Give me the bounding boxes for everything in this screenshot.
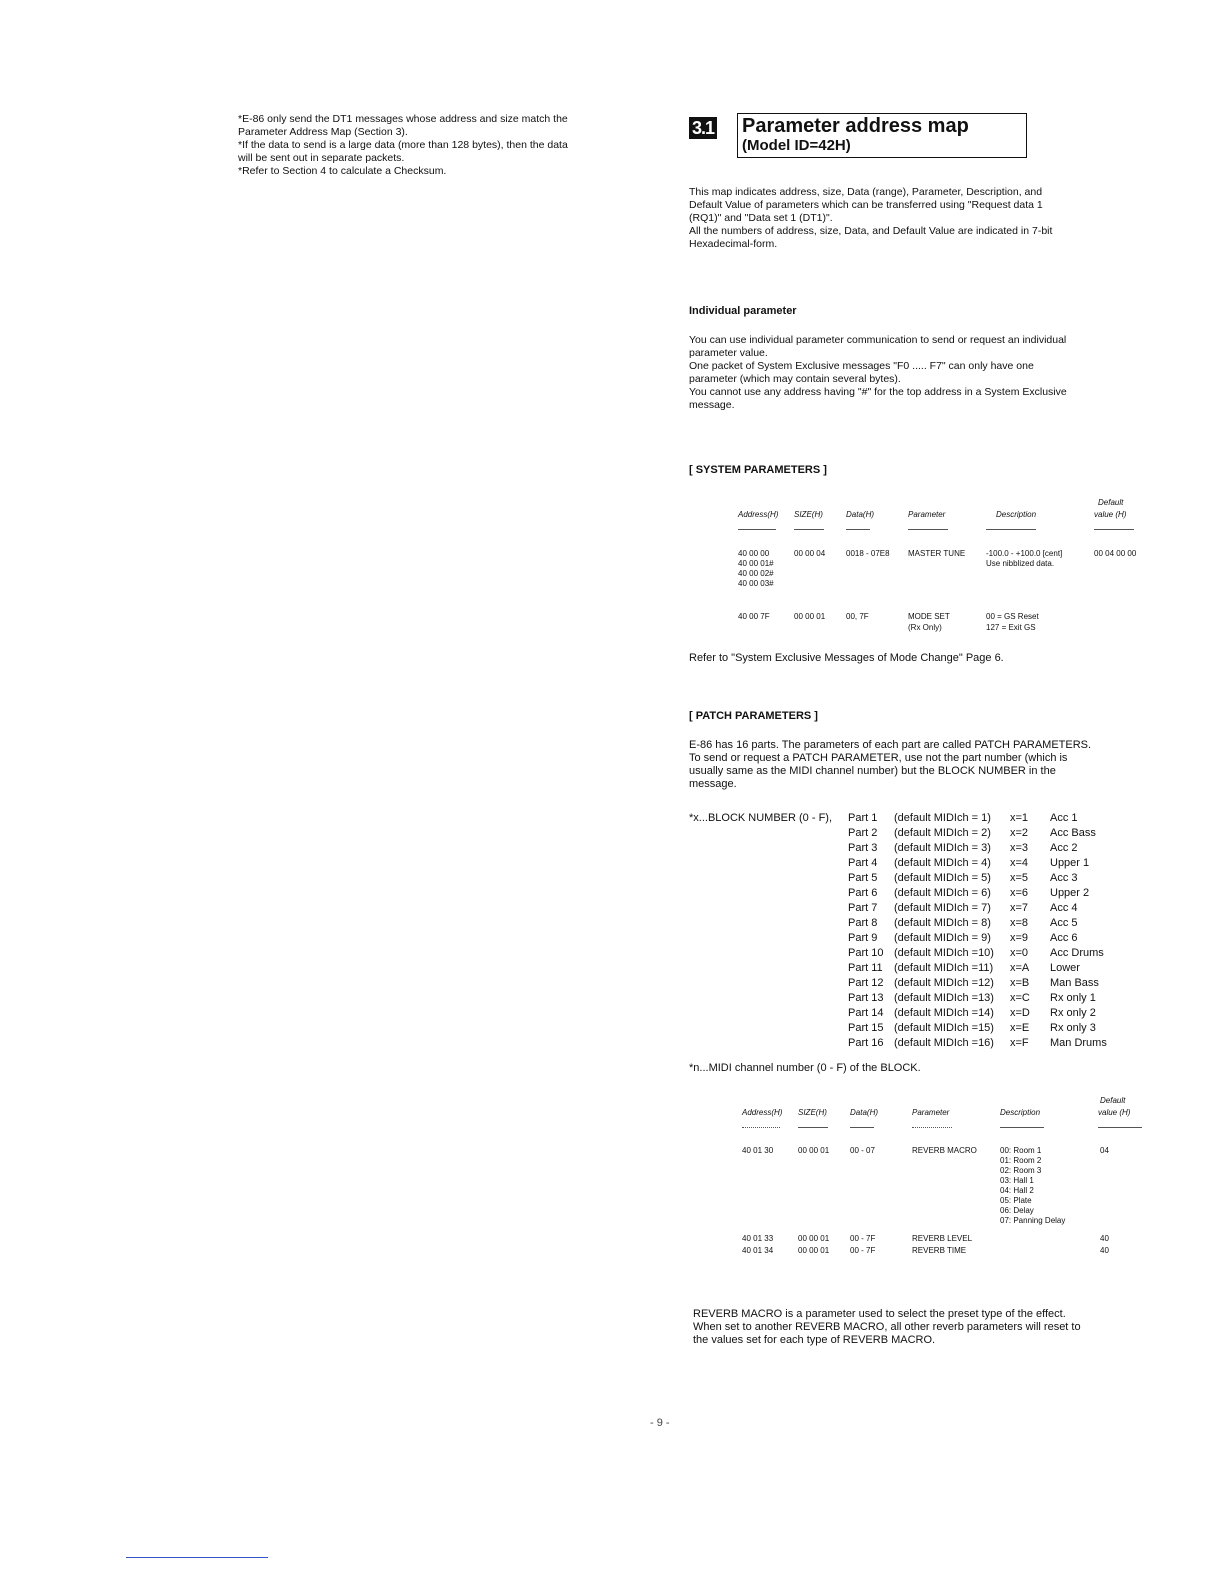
part-midi: (default MIDIch =16) <box>894 1037 994 1049</box>
cell-address: 40 00 7F <box>738 612 770 621</box>
part-x: x=A <box>1010 962 1030 974</box>
individual-line: parameter (which may contain several bytes). <box>689 373 901 385</box>
part-name: Acc 5 <box>1050 917 1078 929</box>
patch-heading: [ PATCH PARAMETERS ] <box>689 710 818 722</box>
cell-parameter: MASTER TUNE <box>908 549 966 558</box>
part-label: Part 9 <box>848 932 878 944</box>
part-x: x=6 <box>1010 887 1029 899</box>
cell-description: 04: Hall 2 <box>1000 1186 1034 1195</box>
header-rule <box>738 529 776 530</box>
part-x: x=2 <box>1010 827 1029 839</box>
part-midi: (default MIDIch = 5) <box>894 872 991 884</box>
header-rule <box>1094 529 1134 530</box>
individual-line: One packet of System Exclusive messages "F0 ..... F7" can only have one <box>689 360 1034 372</box>
cell-default: 04 <box>1100 1146 1109 1155</box>
part-label: Part 3 <box>848 842 878 854</box>
part-name: Acc Bass <box>1050 827 1096 839</box>
col-header-data: Data(H) <box>846 510 875 519</box>
part-label: Part 6 <box>848 887 878 899</box>
cell-address: 40 01 34 <box>742 1246 774 1255</box>
part-label: Part 14 <box>848 1007 884 1019</box>
cell-default: 40 <box>1100 1246 1109 1255</box>
part-midi: (default MIDIch = 1) <box>894 812 991 824</box>
part-name: Rx only 3 <box>1050 1022 1096 1034</box>
part-label: Part 11 <box>848 962 883 974</box>
part-name: Man Drums <box>1050 1037 1107 1049</box>
section-title-box <box>737 113 1027 158</box>
patch-table <box>742 1094 1142 1274</box>
part-midi: (default MIDIch =10) <box>894 947 994 959</box>
col-header-description: Description <box>1000 1108 1041 1117</box>
col-header-description: Description <box>996 510 1037 519</box>
part-x: x=4 <box>1010 857 1029 869</box>
patch-line: usually same as the MIDI channel number) but the BLOCK NUMBER in the <box>689 765 1056 777</box>
closing-paragraph <box>693 1308 1153 1347</box>
part-midi: (default MIDIch = 4) <box>894 857 991 869</box>
cell-parameter: REVERB LEVEL <box>912 1234 973 1243</box>
part-midi: (default MIDIch = 6) <box>894 887 991 899</box>
individual-line: You cannot use any address having "#" for the top address in a System Exclusive <box>689 386 1067 398</box>
part-x: x=5 <box>1010 872 1029 884</box>
cell-data: 00 - 7F <box>850 1234 876 1243</box>
col-header-address: Address(H) <box>738 510 779 519</box>
part-x: x=E <box>1010 1022 1030 1034</box>
intro-line: Default Value of parameters which can be transferred using "Request data 1 <box>689 199 1043 211</box>
part-name: Man Bass <box>1050 977 1099 989</box>
header-rule <box>1098 1127 1142 1128</box>
n-note: *n...MIDI channel number (0 - F) of the BLOCK. <box>689 1062 921 1074</box>
header-rule <box>912 1127 952 1128</box>
part-x: x=8 <box>1010 917 1029 929</box>
intro-line: All the numbers of address, size, Data, and Default Value are indicated in 7-bit <box>689 225 1053 237</box>
cell-address: 40 01 33 <box>742 1234 774 1243</box>
section-subtitle: (Model ID=42H) <box>742 137 851 154</box>
cell-size: 00 00 04 <box>794 549 826 558</box>
cell-description: 127 = Exit GS <box>986 623 1036 632</box>
part-name: Lower <box>1050 962 1080 974</box>
part-x: x=9 <box>1010 932 1029 944</box>
part-x: x=B <box>1010 977 1030 989</box>
col-header-data: Data(H) <box>850 1108 879 1117</box>
section-title: Parameter address map <box>742 115 969 137</box>
system-footnote: Refer to "System Exclusive Messages of Mode Change" Page 6. <box>689 652 1004 664</box>
part-midi: (default MIDIch =15) <box>894 1022 994 1034</box>
cell-parameter: REVERB MACRO <box>912 1146 977 1155</box>
bottom-rule <box>126 1557 268 1558</box>
part-x: x=C <box>1010 992 1030 1004</box>
block-number-label: *x...BLOCK NUMBER (0 - F), <box>689 812 833 824</box>
col-header-default: Default <box>1098 498 1124 507</box>
part-name: Upper 2 <box>1050 887 1090 899</box>
col-header-default: Default <box>1100 1096 1126 1105</box>
part-name: Acc 3 <box>1050 872 1078 884</box>
header-rule <box>846 529 870 530</box>
intro-paragraph <box>689 186 1149 251</box>
closing-line: REVERB MACRO is a parameter used to select the preset type of the effect. <box>693 1308 1066 1320</box>
cell-size: 00 00 01 <box>798 1234 830 1243</box>
part-x: x=3 <box>1010 842 1029 854</box>
cell-data: 00 - 7F <box>850 1246 876 1255</box>
part-label: Part 16 <box>848 1037 884 1049</box>
part-label: Part 1 <box>848 812 878 824</box>
individual-paragraph <box>689 334 1149 412</box>
cell-description: 00: Room 1 <box>1000 1146 1042 1155</box>
cell-size: 00 00 01 <box>798 1246 830 1255</box>
part-name: Acc Drums <box>1050 947 1104 959</box>
header-rule <box>1000 1127 1044 1128</box>
header-rule <box>908 529 948 530</box>
part-label: Part 7 <box>848 902 878 914</box>
part-midi: (default MIDIch = 9) <box>894 932 991 944</box>
individual-line: parameter value. <box>689 347 768 359</box>
left-note-line: *E-86 only send the DT1 messages whose address and size match the <box>238 113 568 125</box>
part-name: Acc 4 <box>1050 902 1078 914</box>
part-name: Rx only 2 <box>1050 1007 1096 1019</box>
col-header-parameter: Parameter <box>912 1108 950 1117</box>
part-midi: (default MIDIch =13) <box>894 992 994 1004</box>
part-name: Acc 2 <box>1050 842 1078 854</box>
part-x: x=1 <box>1010 812 1029 824</box>
patch-line: To send or request a PATCH PARAMETER, use not the part number (which is <box>689 752 1068 764</box>
section-number: 3.1 <box>689 117 717 139</box>
part-x: x=7 <box>1010 902 1029 914</box>
col-header-size: SIZE(H) <box>794 510 823 519</box>
header-rule <box>798 1127 828 1128</box>
cell-default: 00 04 00 00 <box>1094 549 1137 558</box>
cell-description: 01: Room 2 <box>1000 1156 1042 1165</box>
part-label: Part 4 <box>848 857 878 869</box>
part-midi: (default MIDIch = 2) <box>894 827 991 839</box>
cell-address: 40 00 01# <box>738 559 774 568</box>
part-name: Upper 1 <box>1050 857 1090 869</box>
cell-description: 00 = GS Reset <box>986 612 1039 621</box>
system-heading: [ SYSTEM PARAMETERS ] <box>689 464 827 476</box>
part-x: x=0 <box>1010 947 1029 959</box>
individual-line: message. <box>689 399 735 411</box>
header-rule <box>986 529 1036 530</box>
closing-line: When set to another REVERB MACRO, all other reverb parameters will reset to <box>693 1321 1081 1333</box>
patch-paragraph <box>689 739 1159 791</box>
part-midi: (default MIDIch = 7) <box>894 902 991 914</box>
cell-description: 07: Panning Delay <box>1000 1216 1066 1225</box>
individual-heading: Individual parameter <box>689 305 797 317</box>
cell-parameter: MODE SET <box>908 612 950 621</box>
page-number: - 9 - <box>650 1417 670 1429</box>
cell-description: Use nibblized data. <box>986 559 1055 568</box>
intro-line: Hexadecimal-form. <box>689 238 778 250</box>
left-note-line: will be sent out in separate packets. <box>238 152 405 164</box>
patch-line: E-86 has 16 parts. The parameters of each part are called PATCH PARAMETERS. <box>689 739 1092 751</box>
cell-description: 05: Plate <box>1000 1196 1032 1205</box>
part-label: Part 2 <box>848 827 878 839</box>
cell-address: 40 01 30 <box>742 1146 774 1155</box>
left-notes <box>238 113 638 178</box>
part-label: Part 5 <box>848 872 878 884</box>
part-midi: (default MIDIch =11) <box>894 962 994 974</box>
cell-data: 0018 - 07E8 <box>846 549 890 558</box>
part-label: Part 12 <box>848 977 884 989</box>
cell-data: 00, 7F <box>846 612 869 621</box>
header-rule <box>742 1127 780 1128</box>
cell-address: 40 00 03# <box>738 579 774 588</box>
col-header-default-value: value (H) <box>1098 1108 1131 1117</box>
cell-parameter: REVERB TIME <box>912 1246 967 1255</box>
cell-size: 00 00 01 <box>798 1146 830 1155</box>
part-name: Acc 6 <box>1050 932 1078 944</box>
cell-description: 03: Hall 1 <box>1000 1176 1034 1185</box>
system-table <box>738 496 1138 646</box>
cell-description: -100.0 - +100.0 [cent] <box>986 549 1063 558</box>
cell-address: 40 00 00 <box>738 549 770 558</box>
header-rule <box>794 529 824 530</box>
intro-line: This map indicates address, size, Data (range), Parameter, Description, and <box>689 186 1043 198</box>
left-note-line: *If the data to send is a large data (more than 128 bytes), then the data <box>238 139 568 151</box>
part-midi: (default MIDIch =14) <box>894 1007 994 1019</box>
part-label: Part 10 <box>848 947 884 959</box>
part-label: Part 8 <box>848 917 878 929</box>
col-header-parameter: Parameter <box>908 510 946 519</box>
part-x: x=F <box>1010 1037 1029 1049</box>
cell-description: 02: Room 3 <box>1000 1166 1042 1175</box>
left-note-line: Parameter Address Map (Section 3). <box>238 126 408 138</box>
closing-line: the values set for each type of REVERB MACRO. <box>693 1334 936 1346</box>
header-rule <box>850 1127 874 1128</box>
left-note-line: *Refer to Section 4 to calculate a Checksum. <box>238 165 447 177</box>
part-name: Rx only 1 <box>1050 992 1096 1004</box>
cell-default: 40 <box>1100 1234 1109 1243</box>
patch-line: message. <box>689 778 737 790</box>
parts-list <box>848 811 1148 1051</box>
col-header-default-value: value (H) <box>1094 510 1127 519</box>
col-header-address: Address(H) <box>742 1108 783 1117</box>
part-midi: (default MIDIch = 8) <box>894 917 991 929</box>
col-header-size: SIZE(H) <box>798 1108 827 1117</box>
part-midi: (default MIDIch =12) <box>894 977 994 989</box>
cell-parameter: (Rx Only) <box>908 623 942 632</box>
cell-data: 00 - 07 <box>850 1146 875 1155</box>
part-label: Part 13 <box>848 992 884 1004</box>
cell-address: 40 00 02# <box>738 569 774 578</box>
part-label: Part 15 <box>848 1022 884 1034</box>
individual-line: You can use individual parameter communication to send or request an individual <box>689 334 1067 346</box>
part-name: Acc 1 <box>1050 812 1078 824</box>
cell-description: 06: Delay <box>1000 1206 1034 1215</box>
intro-line: (RQ1)" and "Data set 1 (DT1)". <box>689 212 833 224</box>
cell-size: 00 00 01 <box>794 612 826 621</box>
part-midi: (default MIDIch = 3) <box>894 842 991 854</box>
part-x: x=D <box>1010 1007 1030 1019</box>
